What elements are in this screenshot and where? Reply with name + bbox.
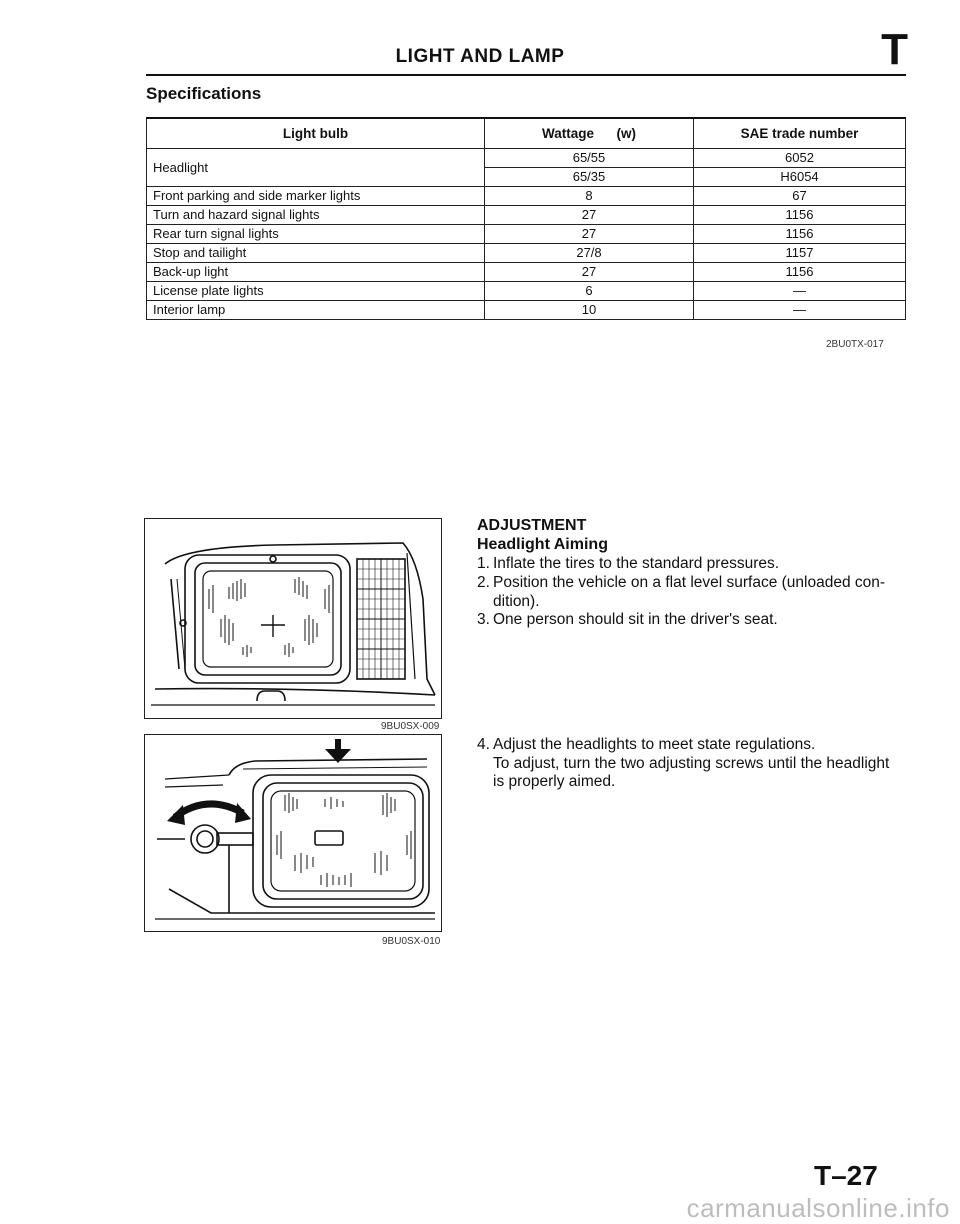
headlight-front-figure: [144, 518, 442, 719]
adjustment-heading: ADJUSTMENT: [477, 517, 587, 534]
table-cell-sae: —: [694, 282, 906, 301]
table-cell-wattage: 27: [485, 225, 694, 244]
table-cell-sae: 1156: [694, 225, 906, 244]
table-code: 2BU0TX-017: [826, 339, 884, 350]
step-text: Adjust the headlights to meet state regulations.: [493, 736, 816, 753]
figure2-code: 9BU0SX-010: [382, 936, 441, 947]
column-header-wattage: Wattage (w): [485, 118, 694, 149]
step-number: 1.: [477, 555, 490, 572]
table-cell-wattage: 10: [485, 301, 694, 320]
table-row: [147, 225, 906, 244]
table-cell-sae: 67: [694, 187, 906, 206]
table-cell-sae: 1156: [694, 206, 906, 225]
table-cell-bulb: Front parking and side marker lights: [147, 187, 485, 206]
table-cell-bulb: Back-up light: [147, 263, 485, 282]
step-text-continued: is properly aimed.: [493, 773, 616, 790]
table-row: [147, 149, 906, 168]
table-cell-wattage: 27/8: [485, 244, 694, 263]
table-cell-bulb: Turn and hazard signal lights: [147, 206, 485, 225]
step-text: Position the vehicle on a flat level surface (unloaded con-: [493, 574, 886, 591]
table-row: [147, 244, 906, 263]
step-text-continued: dition).: [493, 592, 540, 610]
table-cell-wattage: 65/55: [485, 149, 694, 168]
table-row: [147, 206, 906, 225]
table-cell-bulb: Rear turn signal lights: [147, 225, 485, 244]
step-1: [477, 555, 907, 574]
headlight-adjustment-figure: [144, 734, 442, 932]
table-header-row: [147, 118, 906, 149]
table-row: [147, 187, 906, 206]
table-cell-wattage: 8: [485, 187, 694, 206]
header-rule: [146, 74, 906, 76]
page-title: LIGHT AND LAMP: [395, 46, 565, 67]
table-cell-wattage: 65/35: [485, 168, 694, 187]
watermark: carmanualsonline.info: [686, 1193, 950, 1223]
column-header-sae: SAE trade number: [694, 118, 906, 149]
table-cell-wattage: 27: [485, 206, 694, 225]
section-letter: T: [881, 25, 908, 74]
table-cell-bulb: Stop and tailight: [147, 244, 485, 263]
step-2: [477, 574, 907, 611]
headlight-aiming-heading: Headlight Aiming: [477, 536, 608, 553]
table-cell-sae: 1157: [694, 244, 906, 263]
page-number: T–27: [814, 1160, 878, 1191]
table-cell-sae: H6054: [694, 168, 906, 187]
step-text: Inflate the tires to the standard pressures.: [493, 555, 780, 572]
headlight-label: Headlight: [147, 149, 485, 187]
table-row: [147, 263, 906, 282]
table-row: [147, 301, 906, 320]
specifications-heading: Specifications: [146, 84, 262, 103]
step-text: One person should sit in the driver's seat.: [493, 611, 778, 628]
headlight-adjustment-illustration: [145, 735, 441, 931]
table-cell-bulb: License plate lights: [147, 282, 485, 301]
headlight-front-illustration: [145, 519, 441, 718]
table-cell-sae: —: [694, 301, 906, 320]
table-cell-wattage: 27: [485, 263, 694, 282]
table-cell-sae: 6052: [694, 149, 906, 168]
table-cell-sae: 1156: [694, 263, 906, 282]
step-3: [477, 611, 907, 630]
step-number: 2.: [477, 574, 490, 591]
table-row: [147, 282, 906, 301]
step-4: [477, 736, 907, 792]
table-cell-wattage: 6: [485, 282, 694, 301]
table-cell-bulb: Interior lamp: [147, 301, 485, 320]
step-number: 3.: [477, 611, 490, 628]
specifications-table: [146, 117, 906, 320]
figure1-code: 9BU0SX-009: [381, 721, 440, 732]
column-header-light-bulb: Light bulb: [147, 118, 485, 149]
step-text-continued: To adjust, turn the two adjusting screws until the headlight: [493, 754, 890, 772]
step-number: 4.: [477, 736, 490, 753]
